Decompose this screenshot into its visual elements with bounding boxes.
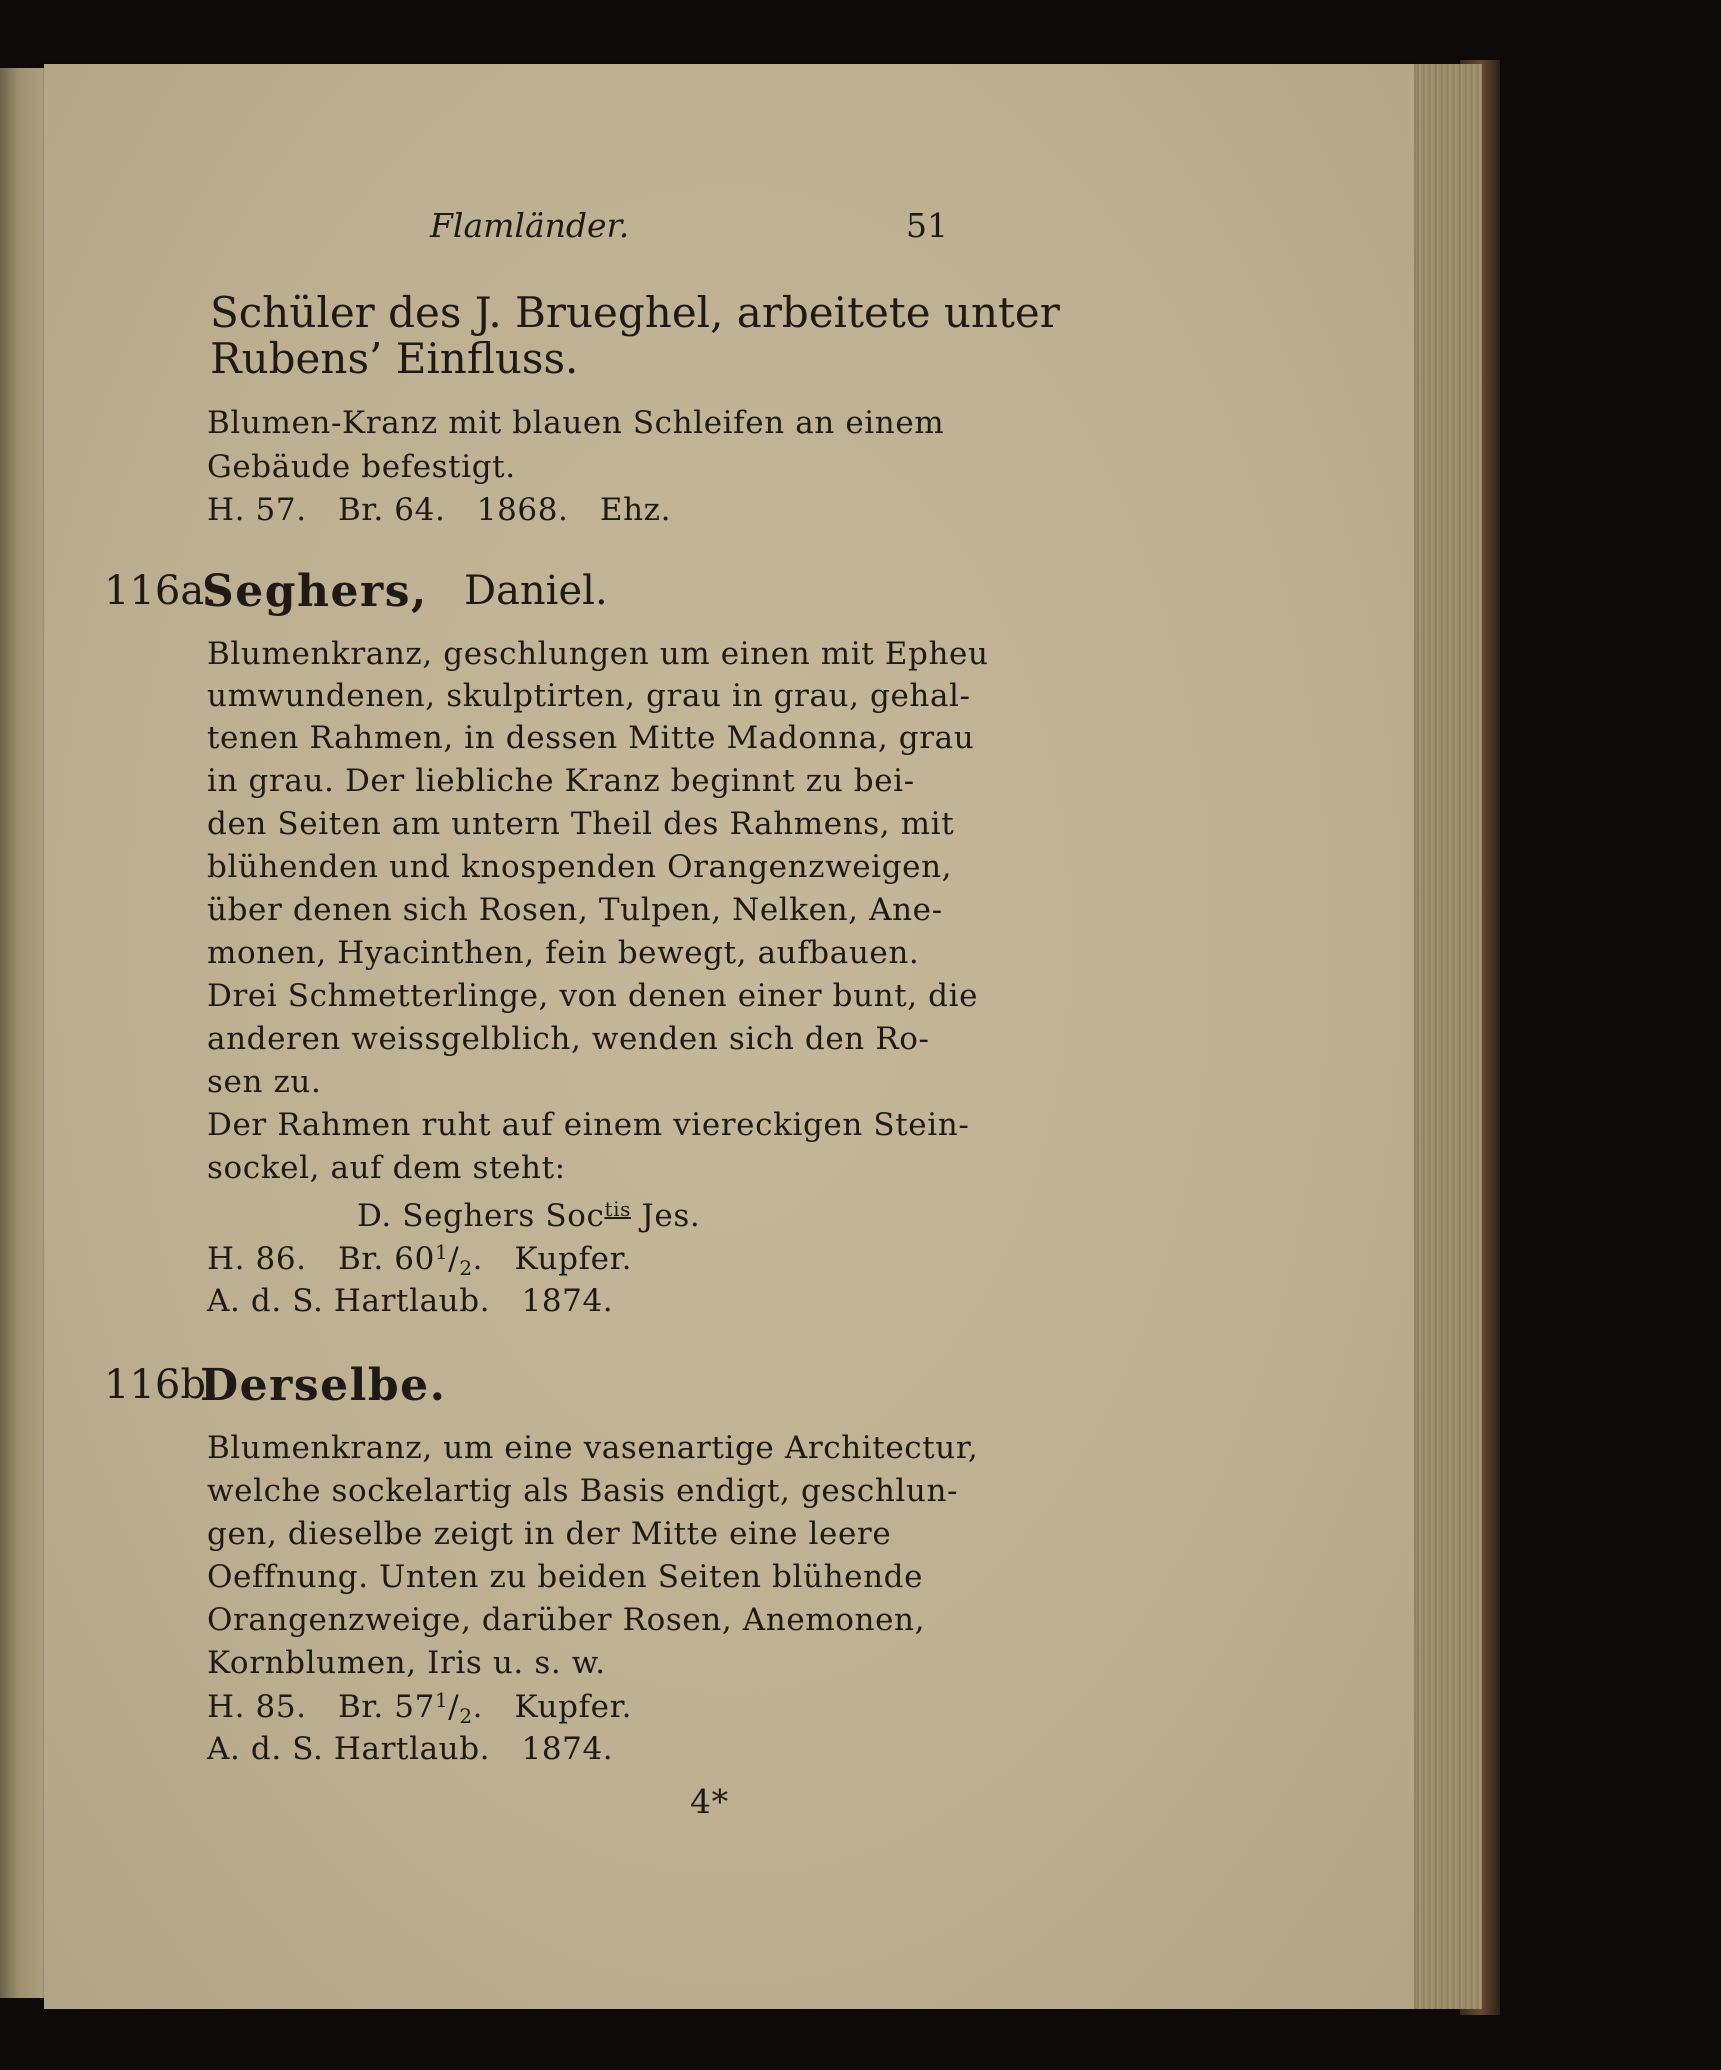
fraction-denominator: 2 (459, 1704, 473, 1728)
page-fore-edge (1404, 64, 1482, 2009)
entry-artist-name: Derselbe. (200, 1360, 447, 1411)
intro-line: Rubens’ Einfluss. (210, 334, 579, 383)
entry-description-line: über denen sich Rosen, Tulpen, Nelken, Ane- (207, 892, 943, 928)
fraction-numerator: 1 (434, 1240, 449, 1264)
intro-description-line: Blumen-Kranz mit blauen Schleifen an einem (207, 405, 945, 441)
medium-text: . Kupfer. (472, 1689, 633, 1725)
entry-description-line: sen zu. (207, 1064, 322, 1100)
entry-meta-provenance: A. d. S. Hartlaub. 1874. (207, 1283, 614, 1319)
inscription-text: D. Seghers Soc (357, 1198, 605, 1234)
entry-description-line: anderen weissgelblich, wenden sich den Ro- (207, 1021, 930, 1057)
signature-mark: 4* (690, 1782, 729, 1821)
intro-description-line: Gebäude befestigt. (207, 449, 516, 485)
entry-description-line: Kornblumen, Iris u. s. w. (207, 1645, 606, 1681)
entry-description-line: umwundenen, skulptirten, grau in grau, gehal- (207, 678, 971, 714)
inscription-text-end: Jes. (630, 1198, 701, 1234)
entry-description-line: welche sockelartig als Basis endigt, geschlun- (207, 1473, 959, 1509)
entry-meta-provenance: A. d. S. Hartlaub. 1874. (207, 1731, 614, 1767)
fraction-denominator: 2 (459, 1256, 473, 1280)
entry-description-line: Drei Schmetterlinge, von denen einer bunt, die (207, 978, 979, 1014)
inscription-superscript: tis (604, 1197, 631, 1221)
entry-number: 116a. (104, 568, 217, 614)
entry-description-line: sockel, auf dem steht: (207, 1150, 566, 1186)
entry-artist-name: Seghers, (202, 566, 428, 617)
page-number: 51 (906, 206, 948, 245)
fraction-numerator: 1 (434, 1688, 449, 1712)
intro-line: Schüler des J. Brueghel, arbeitete unter (210, 288, 1060, 337)
entry-meta-dimensions: H. 86. Br. $60^1/_2$. Kupfer. (207, 1240, 633, 1280)
entry-description-line: tenen Rahmen, in dessen Mitte Madonna, grau (207, 720, 975, 756)
entry-description-line: Orangenzweige, darüber Rosen, Anemonen, (207, 1602, 926, 1638)
running-title: Flamländer. (430, 206, 630, 245)
entry-description-line: den Seiten am untern Theil des Rahmens, mit (207, 806, 955, 842)
dimensions-text: H. 86. Br. 60 (207, 1241, 435, 1277)
entry-description-line: gen, dieselbe zeigt in der Mitte eine leere (207, 1516, 892, 1552)
entry-description-line: Blumenkranz, um eine vasenartige Architectur, (207, 1430, 979, 1466)
entry-meta-dimensions: H. 85. Br. $57^1/_2$. Kupfer. (207, 1688, 633, 1728)
entry-artist-first-name: Daniel. (464, 568, 608, 614)
entry-description-line: monen, Hyacinthen, fein bewegt, aufbauen. (207, 935, 920, 971)
inscription (357, 1197, 700, 1234)
entry-description-line: blühenden und knospenden Orangenzweigen, (207, 849, 953, 885)
entry-description-line: Der Rahmen ruht auf einem viereckigen Stein- (207, 1107, 970, 1143)
entry-description-line: Oeffnung. Unten zu beiden Seiten blühende (207, 1559, 924, 1595)
medium-text: . Kupfer. (472, 1241, 633, 1277)
entry-description-line: Blumenkranz, geschlungen um einen mit Epheu (207, 636, 989, 672)
dimensions-text: H. 85. Br. 57 (207, 1689, 435, 1725)
entry-description-line: in grau. Der liebliche Kranz beginnt zu bei- (207, 763, 915, 799)
intro-meta: H. 57. Br. 64. 1868. Ehz. (207, 492, 672, 528)
entry-number: 116b. (104, 1362, 219, 1408)
